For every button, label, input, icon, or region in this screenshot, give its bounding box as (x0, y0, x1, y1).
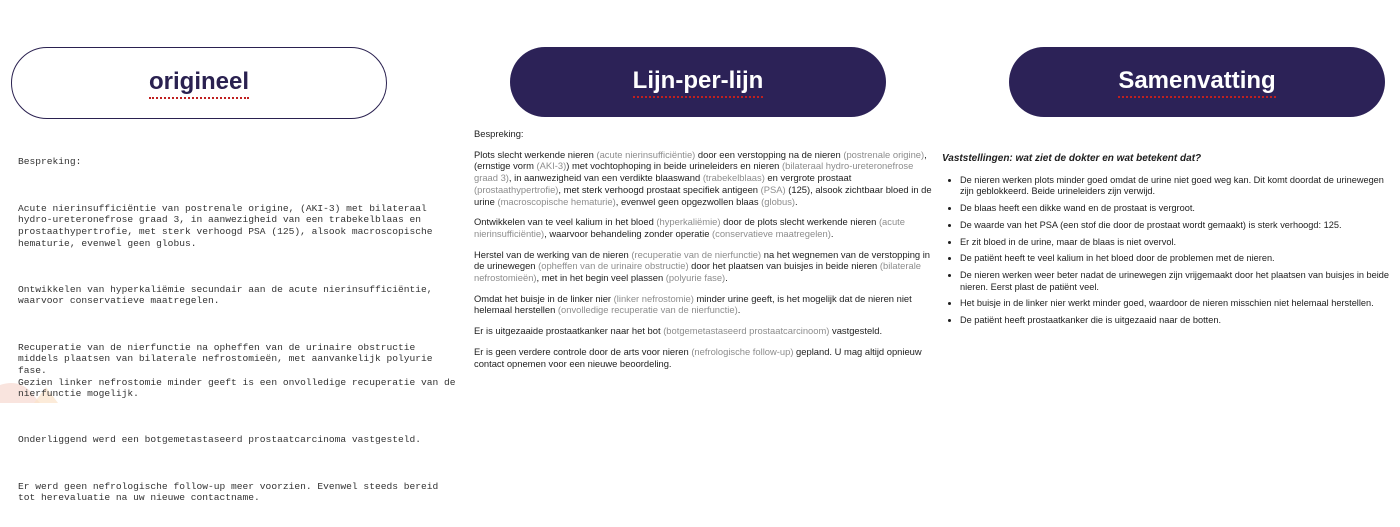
header-lijn-per-lijn (510, 47, 886, 117)
plain-text: . (795, 195, 798, 207)
medical-term: (opheffen van de urinaire obstructie) (538, 260, 689, 272)
lijn-paragraph (474, 216, 936, 239)
lijn-paragraph (474, 325, 936, 337)
plain-text: door de plots slecht werkende nieren (720, 216, 879, 228)
list-item: • De nieren werken plots minder goed omdat de urine niet goed weg kan. Dit komt doordat de urinewegen zijn geblokkeerd. Beide urineleiders zijn verwijd. (960, 175, 1392, 198)
plain-text: en vergrote prostaat (764, 172, 852, 184)
plain-text: gepland. U mag altijd opnieuw contact opnemen voor een nieuwe beoordeling. (474, 345, 922, 369)
medical-term: (acute nierinsufficiëntie) (596, 148, 696, 160)
samenvatting-heading: Vaststellingen: wat ziet de dokter en wat betekent dat? (942, 153, 1202, 164)
plain-text: , (ernstige vorm (474, 148, 927, 172)
plain-text: vastgesteld. (829, 325, 883, 337)
medical-term: (AKI-3) (536, 160, 567, 172)
plain-text: (125), alsook zichtbaar bloed in de urine (474, 183, 932, 207)
origineel-paragraph: Onderliggend werd een botgemetastaseerd prostaatcarcinoma vastgesteld. (18, 434, 422, 446)
plain-text: Ontwikkelen van te veel kalium in het bloed (474, 216, 657, 228)
origineel-paragraph: Acute nierinsufficiëntie van postrenale origine, (AKI-3) met bilateraal hydro-ureteronefrose graad 3, in aanwezigheid van een trabekelblaas en prostaathypertrofie, met sterk verhoogd PSA (125), alsook macroscopische hematurie, evenwel geen globus. (18, 202, 439, 249)
lijn-per-lijn-text-panel (474, 128, 936, 378)
medical-term: (botgemetastaseerd prostaatcarcinoom) (663, 325, 830, 337)
medical-term: (recuperatie van de nierfunctie) (631, 248, 762, 260)
plain-text: Omdat het buisje in de linker nier (474, 292, 614, 304)
plain-text: . (737, 304, 741, 316)
header-samenvatting-label: Samenvatting (1118, 67, 1275, 98)
header-lijn-per-lijn-label: Lijn-per-lijn (633, 67, 764, 98)
plain-text: door een verstopping na de nieren (695, 148, 844, 160)
medical-term: (globus) (761, 195, 796, 207)
plain-text: Plots slecht werkende nieren (474, 148, 597, 160)
plain-text: na het wegnemen van de verstopping in de urinewegen (474, 248, 931, 272)
origineel-title: Bespreking: (18, 156, 82, 168)
medical-term: (bilaterale nefrostomieën) (474, 260, 922, 284)
medical-term: (acute nierinsufficiëntie) (474, 216, 905, 239)
medical-term: (nefrologische follow-up) (691, 345, 794, 357)
lijn-paragraph (474, 346, 936, 369)
plain-text: . (830, 227, 834, 239)
lijn-title: Bespreking: (474, 128, 524, 139)
header-origineel-label: origineel (149, 68, 249, 99)
medical-term: (macroscopische hematurie) (497, 195, 616, 207)
origineel-paragraph: Recuperatie van de nierfunctie na opheffen van de urinaire obstructie middels plaatsen van bilaterale nefrostomieën, met aanvankelijk polyurie fase. Gezien linker nefrostomie minder geeft is een onvolledige recuperatie van de nierfunctie mogelijk. (18, 341, 456, 400)
list-item: • Het buisje in de linker nier werkt minder goed, waardoor de nieren misschien niet helemaal herstellen. (960, 298, 1392, 310)
origineel-text-panel (18, 133, 458, 527)
medical-term: (polyurie fase) (665, 272, 726, 284)
plain-text: Er is geen verdere controle door de arts voor nieren (474, 345, 692, 357)
origineel-paragraph: Ontwikkelen van hyperkaliëmie secundair aan de acute nierinsufficiëntie, waarvoor conservatieve maatregelen. (18, 283, 439, 307)
list-item: • Er zit bloed in de urine, maar de blaas is niet overvol. (960, 237, 1392, 249)
list-item: • De blaas heeft een dikke wand en de prostaat is vergroot. (960, 203, 1392, 215)
plain-text: Herstel van de werking van de nieren (474, 248, 632, 260)
medical-term: (prostaathypertrofie) (474, 183, 559, 195)
list-item: • De patiënt heeft te veel kalium in het bloed door de problemen met de nieren. (960, 253, 1392, 265)
lijn-paragraph (474, 293, 936, 316)
lijn-paragraph (474, 149, 936, 208)
plain-text: , met sterk verhoogd prostaat specifiek antigeen (558, 183, 761, 195)
plain-text: , evenwel geen opgezwollen blaas (615, 195, 762, 207)
medical-term: (linker nefrostomie) (613, 292, 694, 304)
medical-term: (bilateraal hydro-ureteronefrose graad 3) (474, 160, 914, 184)
plain-text: , in aanwezigheid van een verdikte blaaswand (508, 172, 703, 184)
samenvatting-text-panel (942, 153, 1392, 332)
list-item: • De patiënt heeft prostaatkanker die is uitgezaaid naar de botten. (960, 315, 1392, 327)
medical-term: (trabekelblaas) (702, 172, 765, 184)
list-item: • De nieren werken weer beter nadat de urinewegen zijn vrijgemaakt door het plaatsen van buisjes in beide nieren. Eerst plast de patiënt veel. (960, 270, 1392, 293)
plain-text: minder urine geeft, is het mogelijk dat de nieren niet helemaal herstellen (474, 292, 912, 316)
plain-text: door het plaatsen van buisjes in beide nieren (688, 260, 880, 272)
medical-term: (conservatieve maatregelen) (712, 227, 831, 239)
list-item: • De waarde van het PSA (een stof die door de prostaat wordt gemaakt) is sterk verhoogd: 125. (960, 220, 1392, 232)
medical-term: (hyperkaliëmie) (656, 216, 721, 228)
plain-text: , met in het begin veel plassen (536, 272, 666, 284)
header-origineel (11, 47, 387, 119)
header-samenvatting (1009, 47, 1385, 117)
plain-text: . (725, 272, 728, 284)
plain-text: , waarvoor behandeling zonder operatie (544, 227, 713, 239)
plain-text: ) met vochtophoping in beide urineleiders en nieren (566, 160, 782, 172)
medical-term: (PSA) (760, 183, 786, 195)
medical-term: (onvolledige recuperatie van de nierfunctie) (557, 304, 738, 316)
samenvatting-list (942, 175, 1392, 327)
lijn-paragraph (474, 249, 936, 284)
medical-term: (postrenale origine) (843, 148, 925, 160)
plain-text: Er is uitgezaaide prostaatkanker naar het bot (474, 325, 664, 337)
origineel-paragraph: Er werd geen nefrologische follow-up meer voorzien. Evenwel steeds bereid tot herevaluatie na uw nieuwe contactname. (18, 480, 445, 504)
